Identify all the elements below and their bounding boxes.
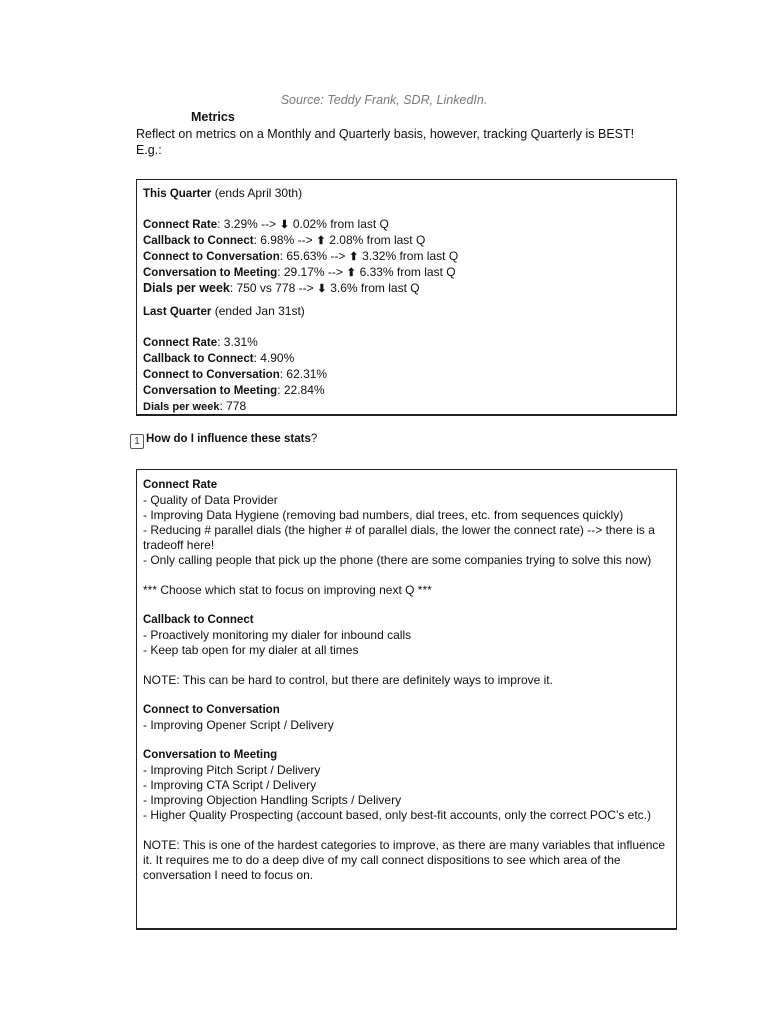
question-heading: 1 How do I influence these stats? — [130, 433, 317, 449]
intro-line: Reflect on metrics on a Monthly and Quarterly basis, however, tracking Quarterly is BEST! — [136, 127, 635, 141]
metric-label: Connect to Conversation — [143, 251, 280, 263]
meeting-heading: Conversation to Meeting — [143, 749, 278, 761]
arrow-down-icon: ⬇ — [279, 219, 290, 231]
focus-note: *** Choose which stat to focus on improving next Q *** — [143, 583, 432, 597]
callback-note: NOTE: This can be hard to control, but there are definitely ways to improve it. — [143, 673, 553, 687]
metrics-box — [136, 179, 677, 416]
metric-label: Connect Rate — [143, 219, 218, 231]
this-quarter-heading: This Quarter (ends April 30th) — [143, 186, 303, 200]
connect-rate-heading: Connect Rate — [143, 479, 218, 491]
list-item: - Higher Quality Prospecting (account based, only best-fit accounts, only the correct POC’s etc.) — [143, 808, 652, 822]
intro-example-label: E.g.: — [136, 143, 162, 157]
metric-row: Callback to Connect: 4.90% — [143, 351, 295, 365]
arrow-down-icon: ⬇ — [317, 283, 327, 295]
metric-row: Callback to Connect: 6.98% --> ⬆ 2.08% from last Q — [143, 233, 426, 247]
metric-label: Dials per week — [143, 281, 230, 295]
metric-row: Connect Rate: 3.29% --> ⬇ 0.02% from last Q — [143, 217, 389, 231]
intro-text — [136, 126, 696, 158]
metric-label: Connect Rate — [143, 337, 218, 349]
list-item: - Keep tab open for my dialer at all times — [143, 643, 359, 657]
callback-heading: Callback to Connect — [143, 614, 254, 626]
list-item: - Quality of Data Provider — [143, 493, 278, 507]
section-title: Metrics — [191, 110, 235, 124]
metric-label: Callback to Connect — [143, 353, 254, 365]
last-quarter-heading: Last Quarter (ended Jan 31st) — [143, 304, 305, 318]
influence-box — [136, 469, 677, 930]
arrow-up-icon: ⬆ — [316, 235, 326, 247]
list-item: - Reducing # parallel dials (the higher # of parallel dials, the lower the connect rate) --> there is a tradeoff here! — [143, 523, 655, 552]
list-item: - Improving Pitch Script / Delivery — [143, 763, 321, 777]
metric-row: Connect to Conversation: 62.31% — [143, 367, 328, 381]
list-item: - Improving Objection Handling Scripts / Delivery — [143, 793, 402, 807]
metric-row: Dials per week: 778 — [143, 399, 247, 413]
list-item: - Improving Opener Script / Delivery — [143, 718, 334, 732]
final-note: NOTE: This is one of the hardest categories to improve, as there are many variables that influence it. It requires me to do a deep dive of my call connect dispositions to see which area of the conversation I need to focus on. — [143, 838, 666, 882]
arrow-up-icon: ⬆ — [346, 267, 356, 279]
metric-row: Dials per week: 750 vs 778 --> ⬇ 3.6% from last Q — [143, 281, 420, 295]
metric-row: Conversation to Meeting: 29.17% --> ⬆ 6.33% from last Q — [143, 265, 456, 279]
list-item: - Improving CTA Script / Delivery — [143, 778, 317, 792]
metric-label: Conversation to Meeting — [143, 385, 278, 397]
metric-label: Callback to Connect — [143, 235, 254, 247]
conversation-heading: Connect to Conversation — [143, 704, 280, 716]
metric-label: Dials per week — [143, 401, 220, 413]
arrow-up-icon: ⬆ — [349, 251, 359, 263]
source-credit: Source: Teddy Frank, SDR, LinkedIn. — [280, 93, 488, 107]
metric-label: Conversation to Meeting — [143, 267, 278, 279]
list-item: - Proactively monitoring my dialer for inbound calls — [143, 628, 412, 642]
list-item: - Improving Data Hygiene (removing bad numbers, dial trees, etc. from sequences quickly) — [143, 508, 624, 522]
metric-row: Connect to Conversation: 65.63% --> ⬆ 3.32% from last Q — [143, 249, 459, 263]
metric-row: Connect Rate: 3.31% — [143, 335, 258, 349]
metric-label: Connect to Conversation — [143, 369, 280, 381]
list-item: - Only calling people that pick up the phone (there are some companies trying to solve this now) — [143, 553, 652, 567]
number-one-icon: 1 — [130, 434, 144, 449]
metric-row: Conversation to Meeting: 22.84% — [143, 383, 325, 397]
